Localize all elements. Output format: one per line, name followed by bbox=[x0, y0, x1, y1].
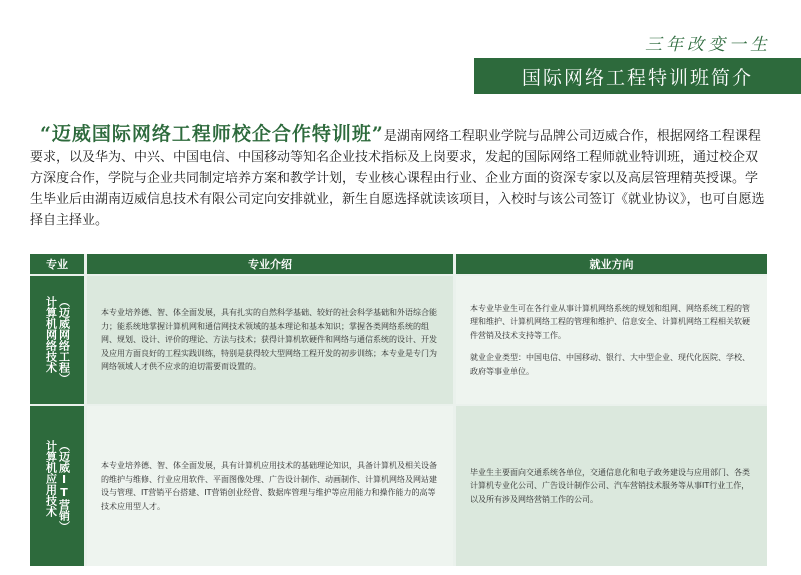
career-text: 本专业毕业生可在各行业从事计算机网络系统的规划和组网、网络系统工程的管理和维护、计算机网络工程的管理和维护、信息安全、计算机网络工程相关软硬件营销及技术支持等工作。 bbox=[470, 303, 750, 340]
intro-highlight: “迈威国际网络工程师校企合作特训班” bbox=[40, 123, 384, 145]
header-major: 专业 bbox=[30, 254, 84, 274]
major-sub: （迈威网络工程） bbox=[57, 296, 71, 384]
major-label-cell bbox=[30, 406, 84, 566]
major-label-cell bbox=[30, 276, 84, 404]
header-career: 就业方向 bbox=[456, 254, 767, 274]
career-cell bbox=[456, 406, 767, 566]
major-main: 计算机网络技术 bbox=[44, 296, 58, 373]
page-title: 国际网络工程特训班简介 bbox=[474, 58, 801, 94]
table-row bbox=[30, 276, 767, 404]
header-intro: 专业介绍 bbox=[87, 254, 453, 274]
intro-body: 是湖南网络工程职业学院与品牌公司迈威合作，根据网络工程课程要求，以及华为、中兴、中国电信、中国移动等知名企业技术指标及上岗要求，发起的国际网络工程师就业特训班，通过校企双方深度合作，学院与企业共同制定培养方案和教学计划，专业核心课程由行业、企业方面的资深专家以及高层管理精英授课。学生毕业后由湖南迈威信息技术有限公司定向安排就业，新生自愿选择就读该项目，入校时与该公司签订《就业协议》，也可自愿选择自主择业。 bbox=[30, 129, 765, 228]
program-table bbox=[30, 254, 767, 566]
major-intro-cell bbox=[87, 406, 453, 566]
career-text: 就业企业类型：中国电信、中国移动、银行、大中型企业、现代化医院、学校、政府等事业单位。 bbox=[470, 353, 750, 376]
major-main: 计算机应用技术 bbox=[44, 440, 58, 517]
major-intro-cell bbox=[87, 276, 453, 404]
career-cell bbox=[456, 276, 767, 404]
intro-paragraph bbox=[30, 124, 770, 231]
major-intro-text: 本专业培养德、智、体全面发展，具有扎实的自然科学基础、较好的社会科学基础和外语综合能力；能系统地掌握计算机网和通信网技术领域的基本理论和基本知识；掌握各类网络系统的组网、规划、设计、评价的理论、方法与技术；获得计算机软硬件和网络与通信系统的设计、开发及应用方面良好的工程实践训练，特别是获得较大型网络工程开发的初步训练；本专业是专门为网络领域人才供不应求的迫切需要而设置的。 bbox=[101, 308, 437, 372]
major-sub: （迈威IT营销） bbox=[57, 440, 71, 532]
major-intro-text: 本专业培养德、智、体全面发展，具有计算机应用技术的基础理论知识，具备计算机及相关设备的维护与维修、行业应用软件、平面图像处理、广告设计制作、动画制作、计算机网络及网站建设与管理、IT营销平台搭建、IT营销创业经营、数据库管理与维护等应用能力和操作能力的高等技术应用型人才。 bbox=[101, 461, 437, 511]
career-text: 毕业生主要面向交通系统各单位，交通信息化和电子政务建设与应用部门、各类计算机专业化公司、广告设计制作公司、汽车营销技术服务等从事IT行业工作，以及所有涉及网络营销工作的公司。 bbox=[470, 467, 750, 504]
slogan: 三年改变一生 bbox=[645, 35, 771, 55]
table-row bbox=[30, 406, 767, 566]
table-header bbox=[30, 254, 767, 274]
